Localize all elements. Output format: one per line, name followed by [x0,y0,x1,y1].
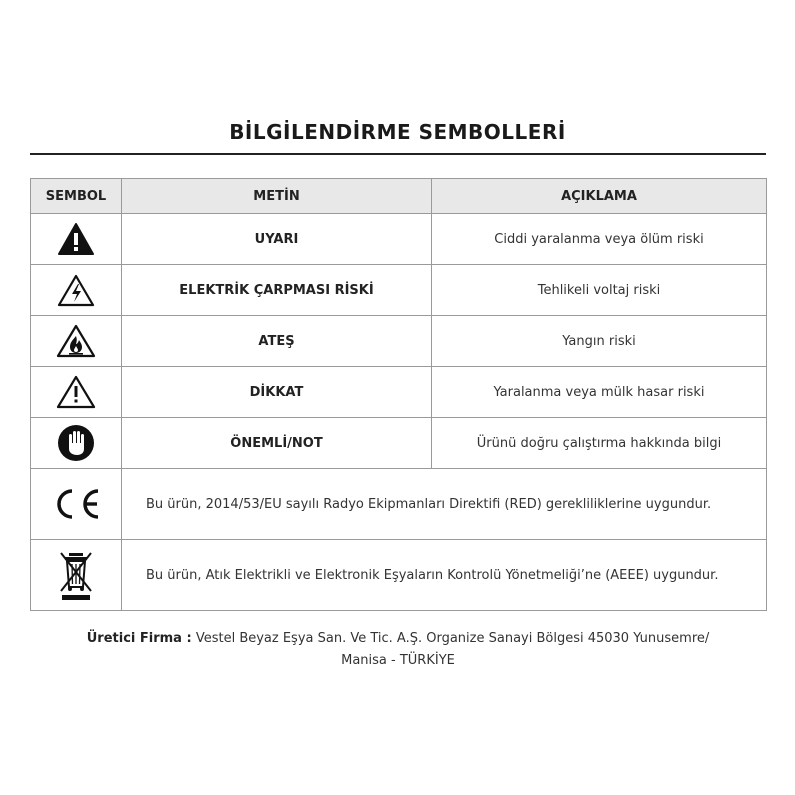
row-description: Yaralanma veya mülk hasar riski [432,367,767,418]
symbol-cell [31,265,122,316]
warning-filled-icon [57,222,95,256]
footer-address: Vestel Beyaz Eşya San. Ve Tic. A.Ş. Organize Sanayi Bölgesi 45030 Yunusemre/ [191,631,710,646]
footer-line-1 [30,628,766,650]
header-text: METİN [122,179,432,214]
symbol-cell [31,316,122,367]
row-description: Tehlikeli voltaj riski [432,265,767,316]
manufacturer-info [30,628,766,672]
row-text: Bu ürün, 2014/53/EU sayılı Radyo Ekipmanları Direktifi (RED) gerekliliklerine uygundur. [122,469,767,540]
footer-label: Üretici Firma : [86,631,192,646]
row-description: Ürünü doğru çalıştırma hakkında bilgi [432,418,767,469]
fire-icon [55,323,97,359]
footer-line-2: Manisa - TÜRKİYE [341,653,455,668]
table-row [31,316,767,367]
row-description: Ciddi yaralanma veya ölüm riski [432,214,767,265]
symbol-cell [31,540,122,611]
title-divider [30,153,766,155]
symbol-cell [31,214,122,265]
row-text: ATEŞ [122,316,432,367]
row-text: UYARI [122,214,432,265]
table-row [31,265,767,316]
row-text: DİKKAT [122,367,432,418]
ce-mark-icon [46,486,106,522]
weee-bin-icon [56,547,96,603]
symbol-cell [31,418,122,469]
table-row [31,418,767,469]
table-row [31,367,767,418]
row-description: Yangın riski [432,316,767,367]
table-header-row [31,179,767,214]
electric-shock-icon [57,273,95,307]
table-row [31,214,767,265]
row-text: ÖNEMLİ/NOT [122,418,432,469]
caution-icon [55,374,97,410]
header-symbol: SEMBOL [31,179,122,214]
header-description: AÇIKLAMA [432,179,767,214]
symbols-table [30,178,767,611]
symbol-cell [31,469,122,540]
table-row [31,540,767,611]
row-text: Bu ürün, Atık Elektrikli ve Elektronik Eşyaların Kontrolü Yönetmeliği’ne (AEEE) uygundur. [122,540,767,611]
stop-hand-icon [56,423,96,463]
row-text: ELEKTRİK ÇARPMASI RİSKİ [122,265,432,316]
table-row [31,469,767,540]
symbol-cell [31,367,122,418]
page-title: BİLGİLENDİRME SEMBOLLERİ [229,120,566,144]
